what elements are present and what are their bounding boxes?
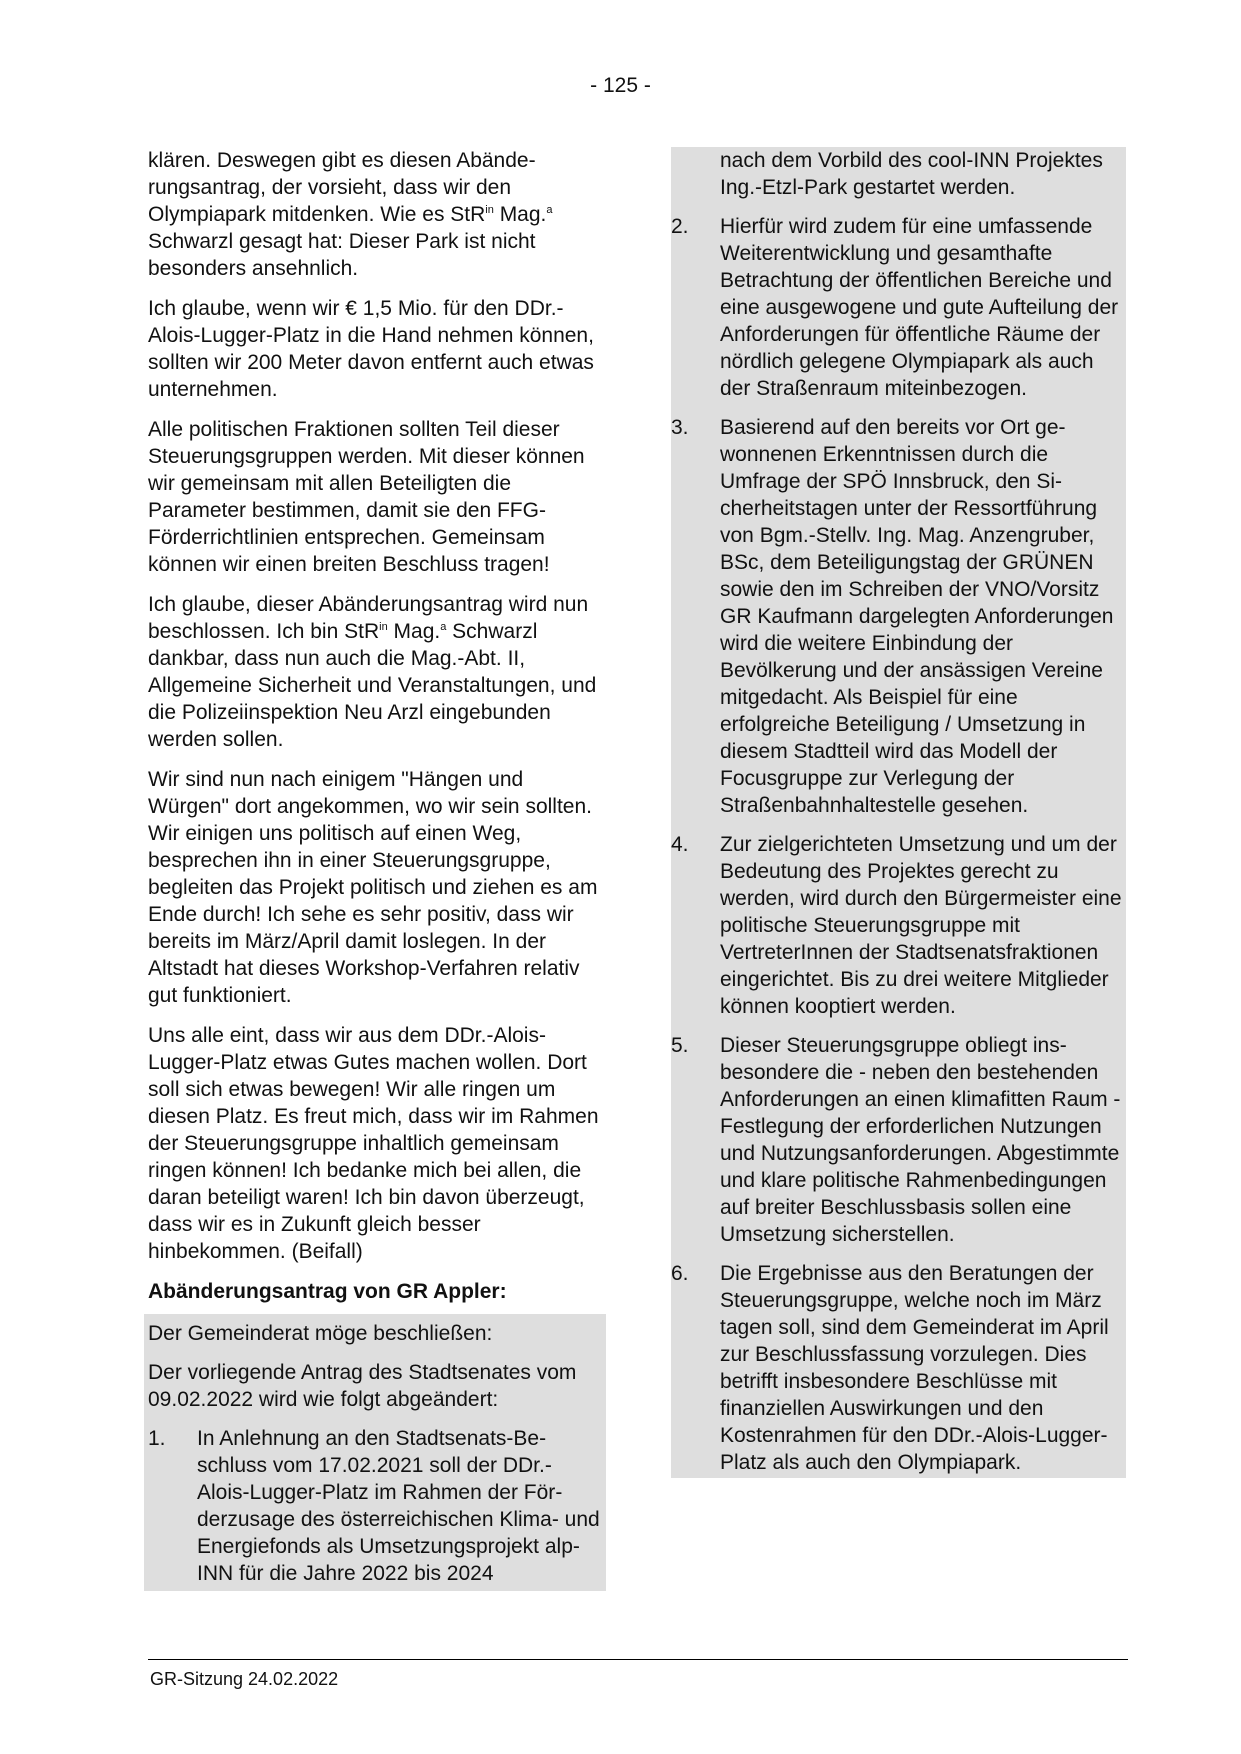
paragraph-text: Ich glaube, dieser Abänderungsantrag wird nun beschlossen. Ich bin StR: [148, 593, 589, 643]
amendment-heading: Abänderungsantrag von GR Appler:: [148, 1280, 507, 1303]
list-item: [671, 1032, 1128, 1248]
paragraph-text: Schwarzl dankbar, dass nun auch die Mag.-Abt. II, Allgemeine Sicherheit und Veranstaltungen, und die Polizeiinspektion Neu Arzl eingebunden werden sollen.: [148, 620, 597, 751]
list-number: 4.: [671, 833, 689, 856]
footer-text: GR-Sitzung 24.02.2022: [150, 1669, 339, 1689]
list-item: [671, 213, 1128, 402]
list-text: Dieser Steuerungsgruppe obliegt insbesondere die - neben den bestehenden Anforderungen an einen klimafitten Raum - Festlegung der erforderlichen Nutzungen und Nutzungsanforderungen. Abgestimmte und klare politische Rahmenbedingungen auf breiter Beschlussbasis sollen eine Umsetzung sicherstellen.: [720, 1034, 1121, 1246]
list-text: Zur zielgerichteten Umsetzung und um der Bedeutung des Projektes gerecht zu werden, wird durch den Bürgermeister eine politische Steuerungsgruppe mit VertreterInnen der Stadtsenatsfraktionen eingerichtet. Bis zu drei weitere Mitglieder können kooptiert werden.: [720, 833, 1122, 1018]
list-number: 5.: [671, 1034, 689, 1057]
superscript: a: [440, 621, 447, 633]
right-column: [671, 147, 1128, 1488]
superscript: in: [485, 204, 494, 216]
list-text: Hierfür wird zudem für eine umfassende Weiterentwicklung und gesamthafte Betrachtung der öffentlichen Bereiche und eine ausgewogene und gute Aufteilung der Anforderungen für öffentliche Räume der nördlich gelegene Olympiapark als auch der Straßenraum miteinbezogen.: [720, 215, 1119, 400]
list-item: [671, 831, 1128, 1020]
superscript: a: [546, 204, 553, 216]
list-number: 1.: [148, 1427, 166, 1450]
list-number: 3.: [671, 416, 689, 439]
footer-divider: [148, 1659, 1128, 1660]
paragraph: Alle politischen Fraktionen sollten Teil dieser Steuerungsgruppen werden. Mit dieser können wir gemeinsam mit allen Beteiligten die Parameter bestimmen, damit sie den FFG-Förderrichtlinien entsprechen. Gemeinsam können wir einen breiten Beschluss tragen!: [148, 418, 585, 576]
motion-statement: Der vorliegende Antrag des Stadtsenates vom 09.02.2022 wird wie folgt abgeändert:: [148, 1361, 577, 1411]
paragraph-text: Mag.: [493, 203, 547, 226]
list-item: [671, 414, 1128, 819]
list-number: 2.: [671, 215, 689, 238]
paragraph-text: klären. Deswegen gibt es diesen Abänderungsantrag, der vorsieht, dass wir den Olympiapark mitdenken. Wie es StR: [148, 149, 536, 226]
list-item-continuation: [671, 147, 1128, 201]
paragraph: Wir sind nun nach einigem "Hängen und Würgen" dort angekommen, wo wir sein sollten. Wir einigen uns politisch auf einen Weg, besprechen ihn in einer Steuerungsgruppe, begleiten das Projekt politisch und ziehen es am Ende durch! Ich sehe es sehr positiv, dass wir bereits im März/April damit loslegen. In der Altstadt hat dieses Workshop-Verfahren relativ gut funktioniert.: [148, 768, 598, 1007]
motion-intro: Der Gemeinderat möge beschließen:: [148, 1322, 493, 1345]
list-number: 6.: [671, 1262, 689, 1285]
superscript: in: [379, 621, 388, 633]
list-item: [671, 1260, 1128, 1476]
paragraph: [148, 147, 603, 282]
paragraph: Uns alle eint, dass wir aus dem DDr.-Alois-Lugger-Platz etwas Gutes machen wollen. Dort soll sich etwas bewegen! Wir alle ringen um diesen Platz. Es freut mich, dass wir im Rahmen der Steuerungsgruppe inhaltlich gemeinsam ringen können! Ich bedanke mich bei allen, die daran beteiligt waren! Ich bin davon überzeugt, dass wir es in Zukunft gleich besser hinbekommen. (Beifall): [148, 1024, 599, 1263]
list-text: nach dem Vorbild des cool-INN Projektes Ing.-Etzl-Park gestartet werden.: [720, 149, 1103, 199]
page-number: - 125 -: [590, 74, 651, 97]
amendment-box: [144, 1314, 606, 1591]
paragraph-text: Mag.: [387, 620, 441, 643]
list-item: [148, 1425, 602, 1587]
paragraph: Ich glaube, wenn wir € 1,5 Mio. für den DDr.-Alois-Lugger-Platz in die Hand nehmen können, sollten wir 200 Meter davon entfernt auch etwas unternehmen.: [148, 297, 594, 401]
list-text: Basierend auf den bereits vor Ort gewonnenen Erkenntnissen durch die Umfrage der SPÖ Innsbruck, den Sicherheitstagen unter der Ressortführung von Bgm.-Stellv. Ing. Mag. Anzengruber, BSc, dem Beteiligungstag der GRÜNEN sowie den im Schreiben der VNO/Vorsitz GR Kaufmann dargelegten Anforderungen wird die weitere Einbindung der Bevölkerung und der ansässigen Vereine mitgedacht. Als Beispiel für eine erfolgreiche Beteiligung / Umsetzung in diesem Stadtteil wird das Modell der Focusgruppe zur Verlegung der Straßenbahnhaltestelle gesehen.: [720, 416, 1114, 817]
paragraph-text: Schwarzl gesagt hat: Dieser Park ist nicht besonders ansehnlich.: [148, 230, 536, 280]
list-text: In Anlehnung an den Stadtsenats-Beschluss vom 17.02.2021 soll der DDr.-Alois-Lugger-Platz im Rahmen der Förderzusage des österreichischen Klima- und Energiefonds als Umsetzungsprojekt alp-INN für die Jahre 2022 bis 2024: [197, 1427, 600, 1585]
left-column: [148, 147, 603, 1591]
list-text: Die Ergebnisse aus den Beratungen der Steuerungsgruppe, welche noch im März tagen soll, sind dem Gemeinderat im April zur Beschlussfassung vorzulegen. Dies betrifft insbesondere Beschlüsse mit finanziellen Auswirkungen und den Kostenrahmen für den DDr.-Alois-Lugger-Platz als auch den Olympiapark.: [720, 1262, 1109, 1474]
paragraph: [148, 591, 603, 753]
amendment-list: [671, 147, 1128, 1476]
